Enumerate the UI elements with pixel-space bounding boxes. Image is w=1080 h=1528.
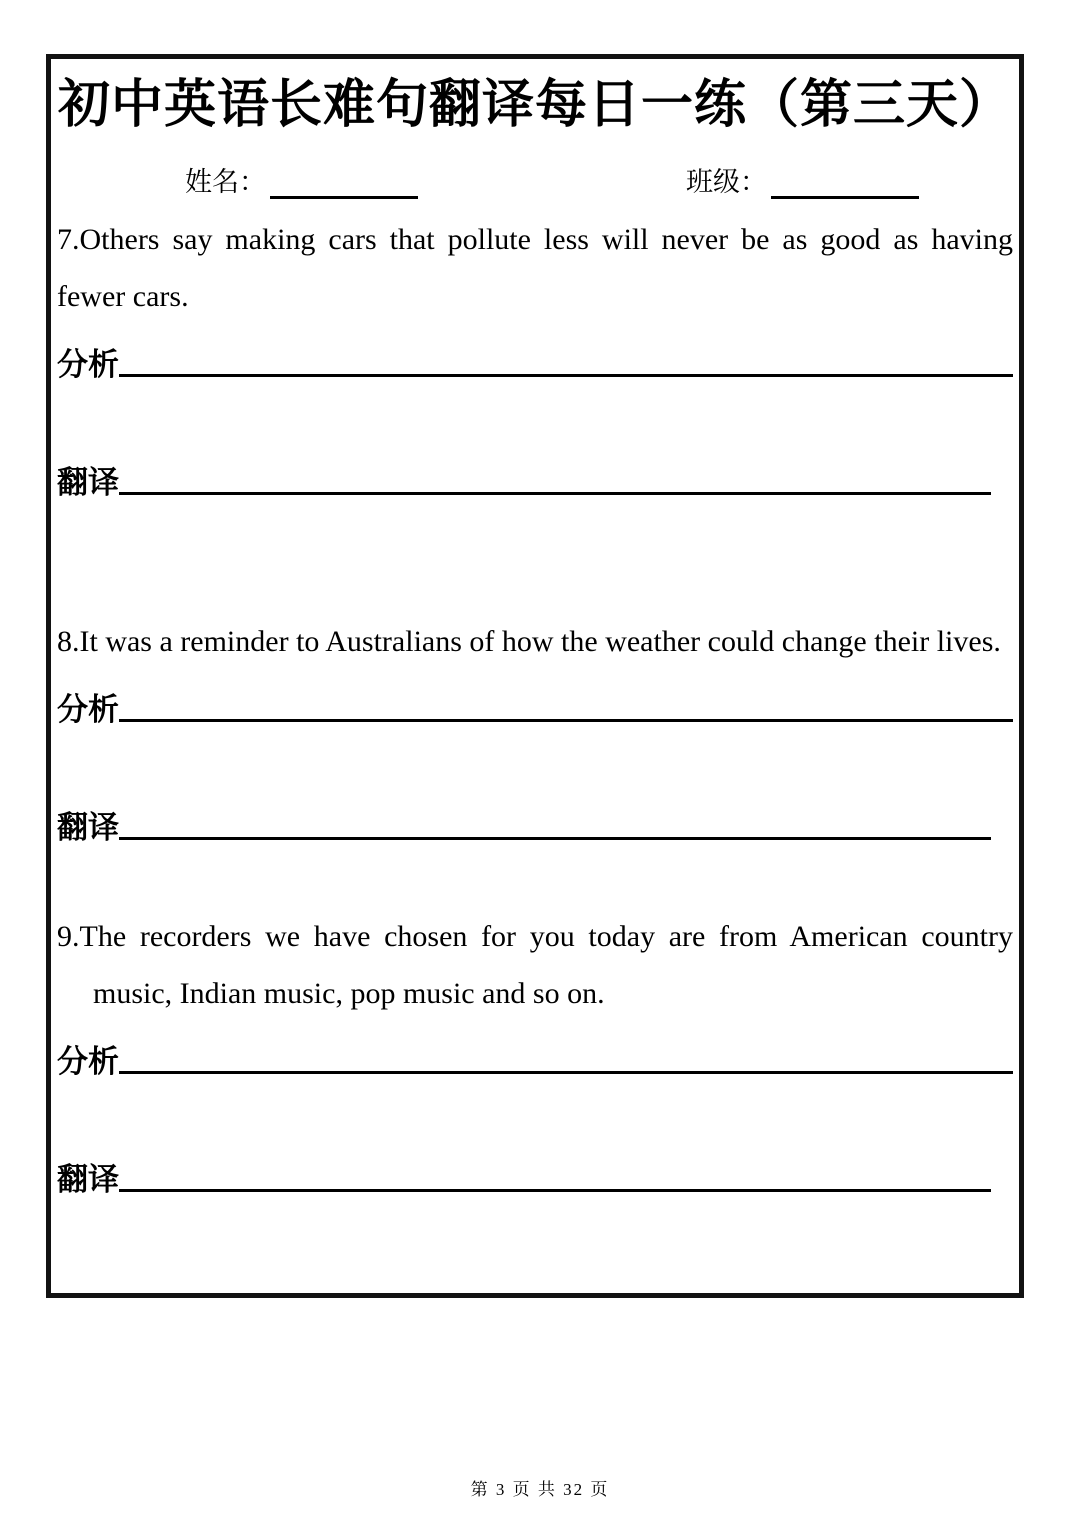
- translation-line-7: [57, 455, 1013, 501]
- analysis-label-7: 分析: [57, 347, 119, 382]
- analysis-label-8: 分析: [57, 692, 119, 727]
- sentence-text-8: 8.It was a reminder to Australians of how the weather could change their lives.: [57, 625, 1001, 659]
- sentence-text-9: 9.The recorders we have chosen for you today are from American country music, Indian music, pop music and so on.: [57, 920, 1013, 1011]
- translation-label-7: 翻译: [57, 465, 119, 500]
- analysis-line-8: [57, 682, 1013, 728]
- exercise-item-7: [57, 211, 1013, 501]
- name-blank-line: [270, 169, 418, 199]
- translation-label-8: 翻译: [57, 810, 119, 845]
- translation-line-8: [57, 800, 1013, 846]
- analysis-blank-rule-8: [119, 719, 1013, 722]
- name-label: 姓名：: [185, 167, 266, 198]
- page-title: 初中英语长难句翻译每日一练（第三天）: [57, 76, 1012, 134]
- sentence-text-7: 7.Others say making cars that pollute less will never be as good as having fewer cars.: [57, 223, 1013, 314]
- analysis-line-7: [57, 337, 1013, 383]
- exercise-item-9: [57, 908, 1013, 1198]
- exercise-item-8: [57, 613, 1013, 846]
- class-field-group: [686, 160, 919, 199]
- translation-line-9: [57, 1152, 1013, 1198]
- translation-blank-rule-8: [119, 837, 991, 840]
- analysis-label-9: 分析: [57, 1044, 119, 1079]
- header-fields-row: [57, 160, 1013, 199]
- class-label: 班级：: [686, 167, 767, 198]
- name-field-group: [185, 160, 418, 199]
- page-number-footer: 第 3 页 共 32 页: [470, 1480, 610, 1499]
- translation-label-9: 翻译: [57, 1162, 119, 1197]
- analysis-blank-rule-9: [119, 1071, 1013, 1074]
- translation-blank-rule-9: [119, 1189, 991, 1192]
- content-border-box: [46, 54, 1024, 1298]
- analysis-line-9: [57, 1034, 1013, 1080]
- analysis-blank-rule-7: [119, 374, 1013, 377]
- class-blank-line: [771, 169, 919, 199]
- translation-blank-rule-7: [119, 492, 991, 495]
